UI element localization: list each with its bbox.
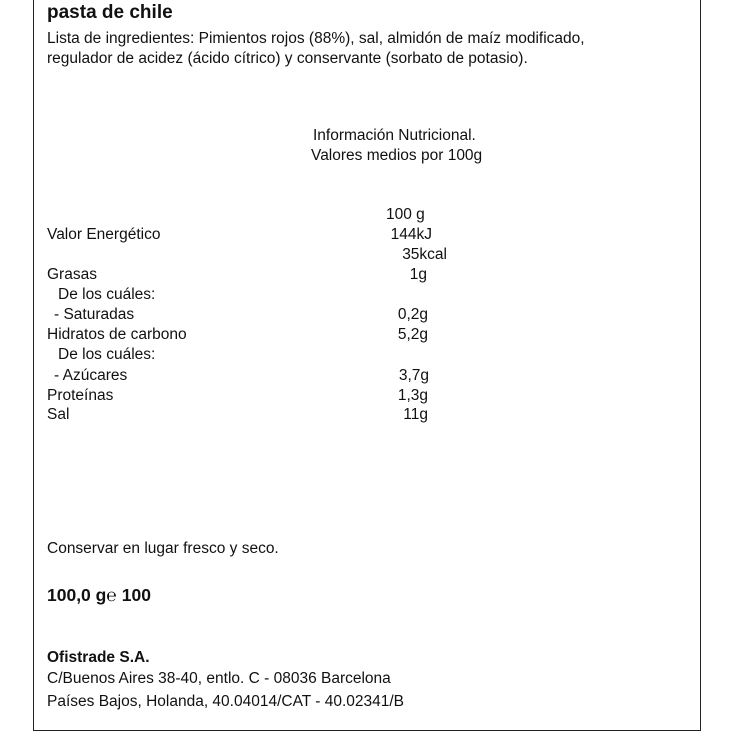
company-address-1: C/Buenos Aires 38-40, entlo. C - 08036 Barcelona <box>47 670 391 687</box>
net-weight: 100,0 g <box>47 585 107 605</box>
nutrition-row-label: Sal <box>47 406 70 423</box>
nutrition-row-label: Proteínas <box>47 387 114 404</box>
storage-instructions: Conservar en lugar fresco y seco. <box>47 540 279 557</box>
nutrition-row-label: Hidratos de carbono <box>47 326 187 343</box>
nutrition-row-label: De los cuáles: <box>58 346 156 363</box>
company-address-2: Países Bajos, Holanda, 40.04014/CAT - 40.02341/B <box>47 693 405 710</box>
nutrition-row-value: 1g <box>409 266 427 283</box>
product-title: pasta de chile <box>47 2 173 23</box>
ingredients-line-1: Lista de ingredientes: Pimientos rojos (88%), sal, almidón de maíz modificado, <box>47 30 585 47</box>
nutrition-subheading: Valores medios por 100g <box>311 147 483 164</box>
nutrition-heading: Información Nutricional. <box>313 127 476 144</box>
estimated-sign-icon: ℮ <box>106 585 117 605</box>
ingredients-line-2: regulador de acidez (ácido cítrico) y conservante (sorbato de potasio). <box>47 50 528 67</box>
nutrition-row-label: - Azúcares <box>54 367 128 384</box>
label-frame <box>33 0 701 731</box>
nutrition-row-value: 35kcal <box>402 246 447 263</box>
net-weight-line <box>47 585 151 606</box>
nutrition-column-header: 100 g <box>386 206 425 223</box>
nutrition-row-value: 3,7g <box>398 367 429 384</box>
company-name: Ofistrade S.A. <box>47 649 150 666</box>
nutrition-row-value: 144kJ <box>390 226 432 243</box>
nutrition-row-label: Grasas <box>47 266 97 283</box>
nutrition-row-value: 11g <box>403 406 428 423</box>
net-count: 100 <box>121 585 151 605</box>
nutrition-row-label: De los cuáles: <box>58 286 156 303</box>
nutrition-row-value: 5,2g <box>397 326 428 343</box>
nutrition-row-value: 0,2g <box>397 306 428 323</box>
nutrition-row-label: - Saturadas <box>54 306 135 323</box>
nutrition-row-label: Valor Energético <box>47 226 161 243</box>
nutrition-row-value: 1,3g <box>397 387 428 404</box>
